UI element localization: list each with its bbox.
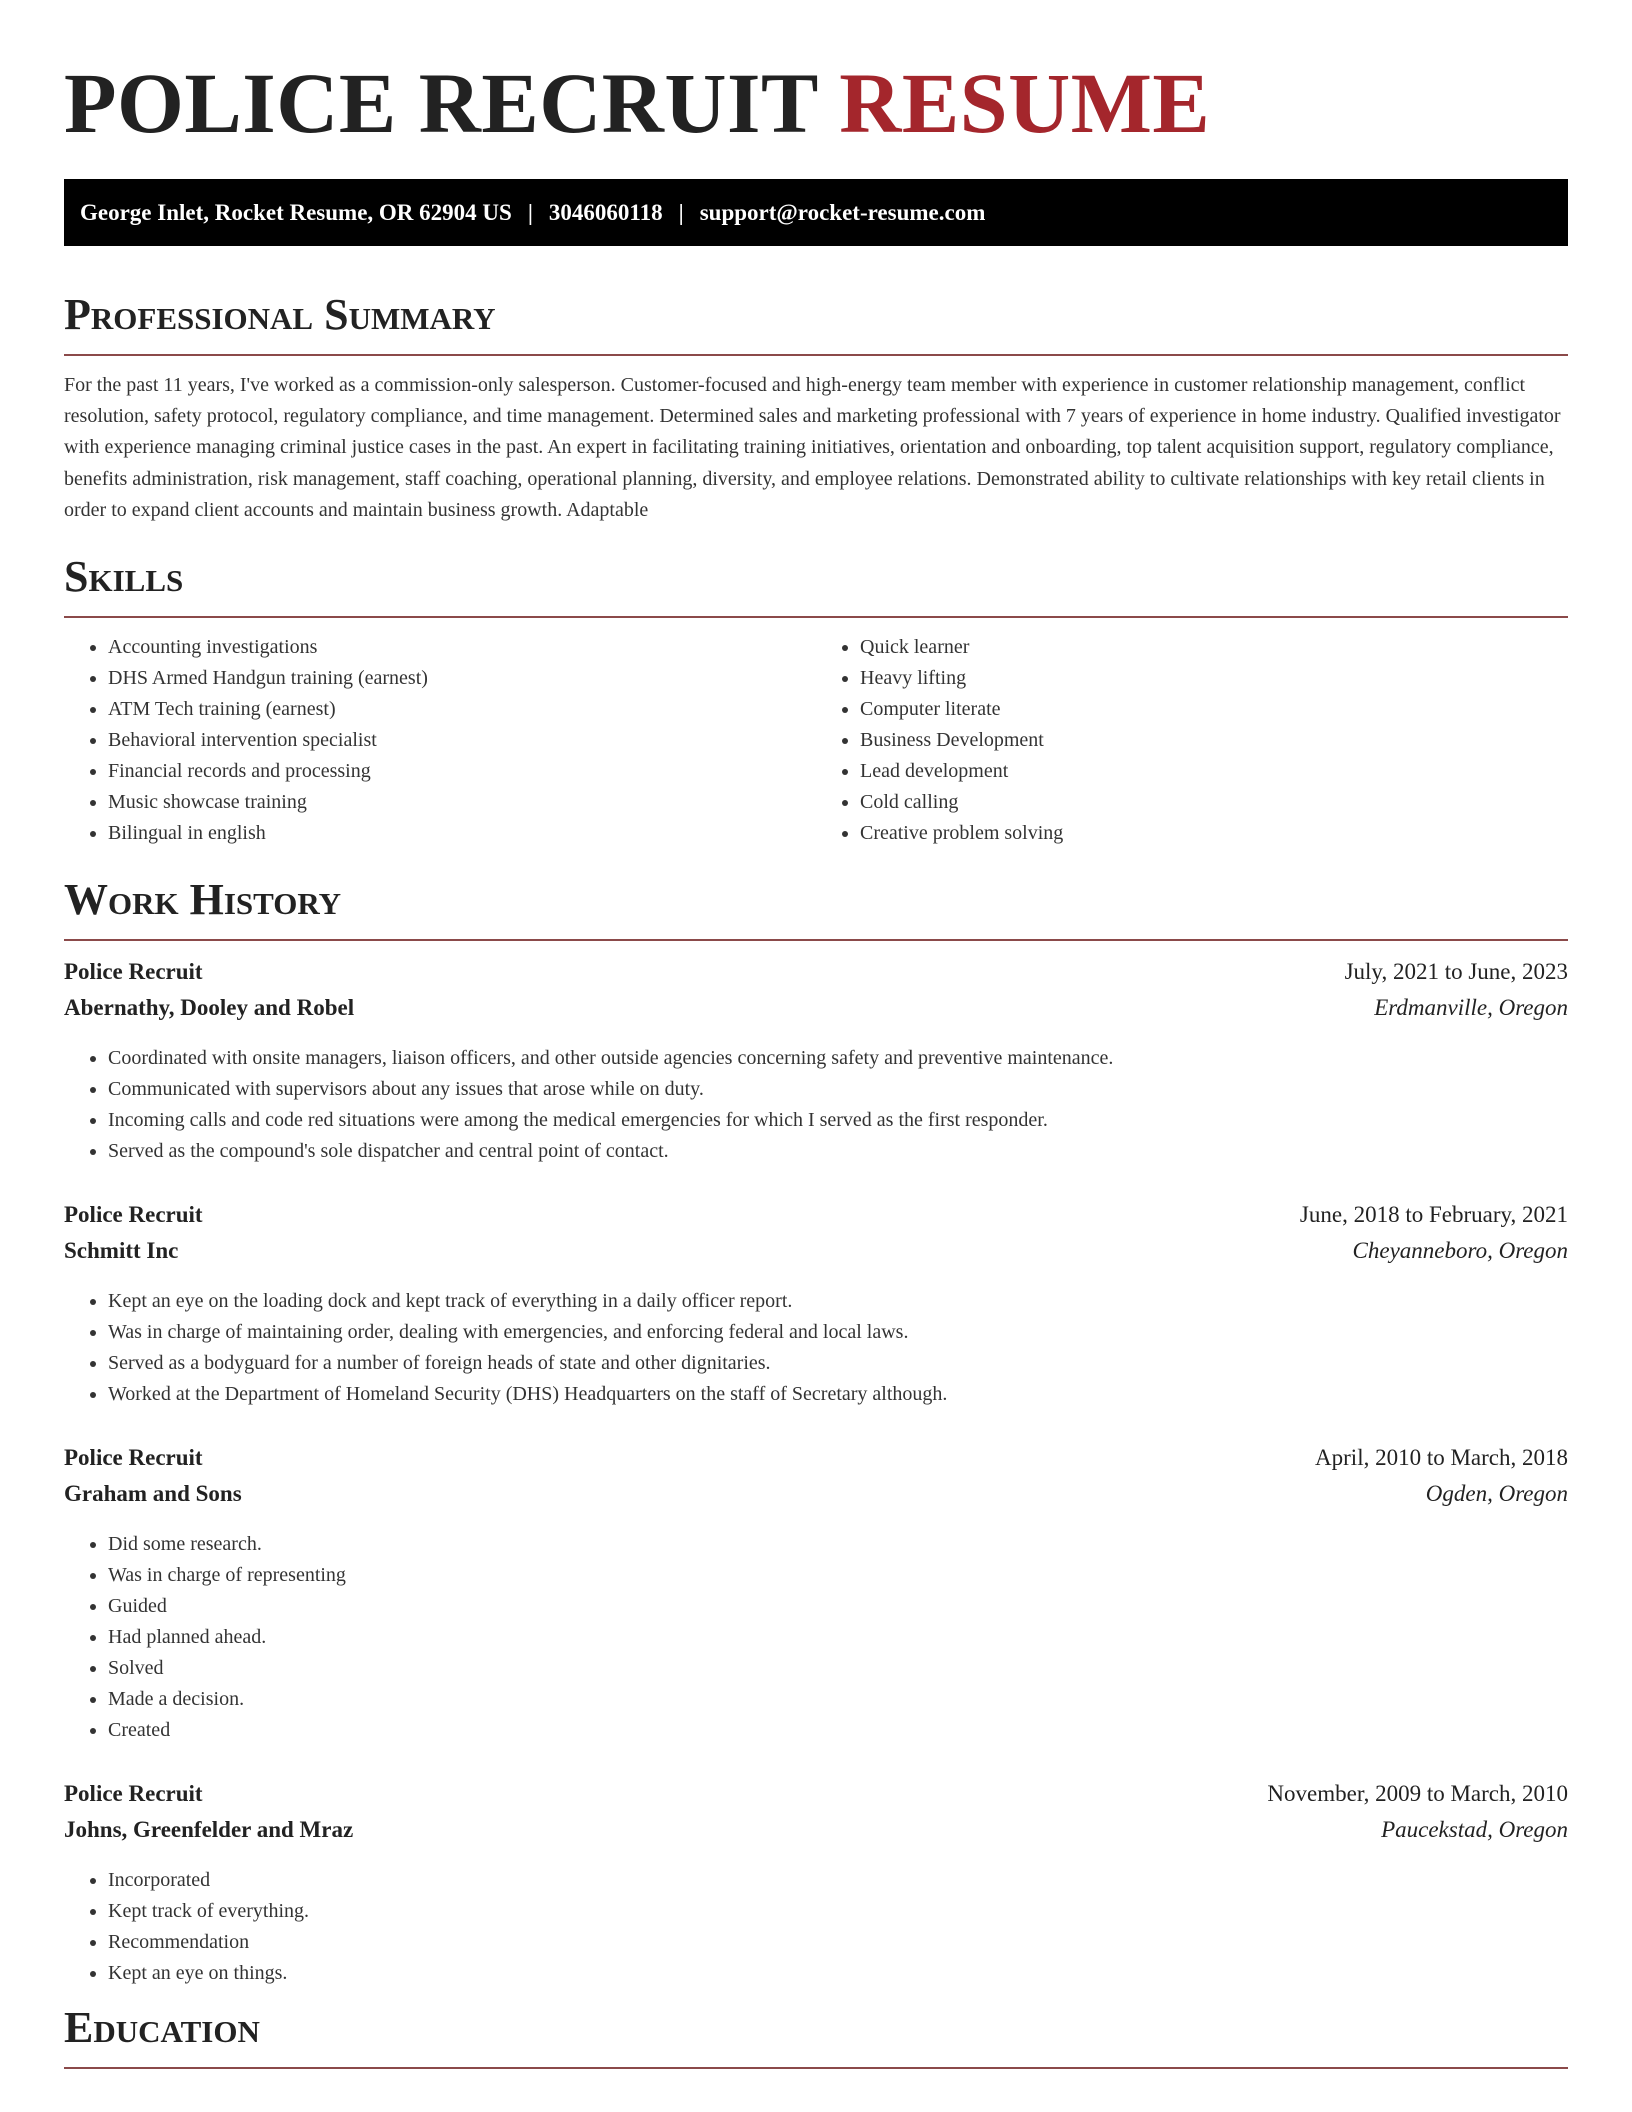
job-bullet: • Incoming calls and code red situations were among the medical emergencies for which I served as the first responder. bbox=[108, 1105, 1568, 1136]
job-dates: April, 2010 to March, 2018 bbox=[1315, 1445, 1568, 1471]
contact-email: support@rocket-resume.com bbox=[699, 199, 986, 225]
job-bullet: • Served as a bodyguard for a number of foreign heads of state and other dignitaries. bbox=[108, 1348, 1568, 1379]
job-location: Paucekstad, Oregon bbox=[1381, 1817, 1568, 1843]
job-bullet: • Kept an eye on the loading dock and kept track of everything in a daily officer report. bbox=[108, 1286, 1568, 1317]
title-role: POLICE RECRUIT bbox=[64, 55, 818, 151]
skill-item: • Heavy lifting bbox=[860, 663, 1568, 694]
skill-item: • Cold calling bbox=[860, 787, 1568, 818]
section-heading-summary: Professional Summary bbox=[64, 290, 1568, 356]
job-title: Police Recruit bbox=[64, 1202, 203, 1228]
skill-item: • Behavioral intervention specialist bbox=[108, 725, 816, 756]
skill-item: • DHS Armed Handgun training (earnest) bbox=[108, 663, 816, 694]
job-bullet: • Incorporated bbox=[108, 1865, 1568, 1896]
skill-item: • Quick learner bbox=[860, 632, 1568, 663]
skills-section bbox=[64, 552, 1568, 849]
job-bullets bbox=[64, 1529, 1568, 1746]
job-company-row bbox=[64, 995, 1568, 1031]
job-header-row bbox=[64, 1445, 1568, 1481]
job-bullets bbox=[64, 1043, 1568, 1167]
job-company: Johns, Greenfelder and Mraz bbox=[64, 1817, 354, 1843]
skill-item: • Business Development bbox=[860, 725, 1568, 756]
job-bullet: • Had planned ahead. bbox=[108, 1622, 1568, 1653]
job-header-row bbox=[64, 959, 1568, 995]
title-resume-word: RESUME bbox=[839, 55, 1211, 151]
job-bullet: • Worked at the Department of Homeland Security (DHS) Headquarters on the staff of Secretary although. bbox=[108, 1379, 1568, 1410]
job-company: Graham and Sons bbox=[64, 1481, 242, 1507]
job-bullet: • Was in charge of representing bbox=[108, 1560, 1568, 1591]
job-bullet: • Solved bbox=[108, 1653, 1568, 1684]
job-location: Ogden, Oregon bbox=[1425, 1481, 1568, 1507]
resume-title bbox=[64, 57, 1568, 149]
job-bullets bbox=[64, 1865, 1568, 1989]
job-location: Erdmanville, Oregon bbox=[1374, 995, 1568, 1021]
job-company-row bbox=[64, 1238, 1568, 1274]
job-header-row bbox=[64, 1202, 1568, 1238]
job-dates: July, 2021 to June, 2023 bbox=[1344, 959, 1568, 985]
skill-item: • Creative problem solving bbox=[860, 818, 1568, 849]
contact-address: George Inlet, Rocket Resume, OR 62904 US bbox=[80, 199, 512, 225]
contact-separator: | bbox=[527, 199, 533, 225]
skills-column-left bbox=[64, 632, 816, 849]
job-bullet: • Coordinated with onsite managers, liaison officers, and other outside agencies concerning safety and preventive maintenance. bbox=[108, 1043, 1568, 1074]
job-bullet: • Was in charge of maintaining order, dealing with emergencies, and enforcing federal and local laws. bbox=[108, 1317, 1568, 1348]
job-bullet: • Created bbox=[108, 1715, 1568, 1746]
section-heading-skills: Skills bbox=[64, 552, 1568, 618]
skill-item: • ATM Tech training (earnest) bbox=[108, 694, 816, 725]
contact-separator: | bbox=[678, 199, 684, 225]
job-header-row bbox=[64, 1781, 1568, 1817]
professional-summary-section bbox=[64, 290, 1568, 526]
skill-item: • Accounting investigations bbox=[108, 632, 816, 663]
skills-column-right bbox=[816, 632, 1568, 849]
section-heading-education: Education bbox=[64, 2003, 1568, 2069]
job-company: Schmitt Inc bbox=[64, 1238, 179, 1264]
job-dates: June, 2018 to February, 2021 bbox=[1299, 1202, 1568, 1228]
job-company-row bbox=[64, 1817, 1568, 1853]
skill-item: • Financial records and processing bbox=[108, 756, 816, 787]
job-bullet: • Communicated with supervisors about any issues that arose while on duty. bbox=[108, 1074, 1568, 1105]
job-bullet: • Guided bbox=[108, 1591, 1568, 1622]
job-bullet: • Did some research. bbox=[108, 1529, 1568, 1560]
work-history-section bbox=[64, 875, 1568, 1989]
job-bullet: • Kept an eye on things. bbox=[108, 1958, 1568, 1989]
skills-grid bbox=[64, 632, 1568, 849]
job-bullet: • Made a decision. bbox=[108, 1684, 1568, 1715]
job-title: Police Recruit bbox=[64, 1781, 203, 1807]
summary-text: For the past 11 years, I've worked as a commission-only salesperson. Customer-focused and high-energy team member with experience in customer relationship management, conflict resolution, safety protocol, regulatory compliance, and time management. Determined sales and marketing professional with 7 years of experience in home industry. Qualified investigator with experience managing criminal justice cases in the past. An expert in facilitating training initiatives, orientation and onboarding, top talent acquisition support, regulatory compliance, benefits administration, risk management, staff coaching, operational planning, diversity, and employee relations. Demonstrated ability to cultivate relationships with key retail clients in order to expand client accounts and maintain business growth. Adaptable bbox=[64, 374, 1561, 521]
skill-item: • Bilingual in english bbox=[108, 818, 816, 849]
job-entry bbox=[64, 959, 1568, 1167]
skill-item: • Computer literate bbox=[860, 694, 1568, 725]
job-bullet: • Kept track of everything. bbox=[108, 1896, 1568, 1927]
job-entry bbox=[64, 1445, 1568, 1746]
job-title: Police Recruit bbox=[64, 1445, 203, 1471]
contact-bar bbox=[64, 179, 1568, 246]
job-bullet: • Recommendation bbox=[108, 1927, 1568, 1958]
job-bullets bbox=[64, 1286, 1568, 1410]
education-section bbox=[64, 2003, 1568, 2069]
job-title: Police Recruit bbox=[64, 959, 203, 985]
job-company: Abernathy, Dooley and Robel bbox=[64, 995, 355, 1021]
skill-item: • Lead development bbox=[860, 756, 1568, 787]
job-dates: November, 2009 to March, 2010 bbox=[1267, 1781, 1568, 1807]
skill-item: • Music showcase training bbox=[108, 787, 816, 818]
job-company-row bbox=[64, 1481, 1568, 1517]
section-heading-work-history: Work History bbox=[64, 875, 1568, 941]
job-bullet: • Served as the compound's sole dispatcher and central point of contact. bbox=[108, 1136, 1568, 1167]
job-entry bbox=[64, 1781, 1568, 1989]
contact-phone: 3046060118 bbox=[548, 199, 663, 225]
job-entry bbox=[64, 1202, 1568, 1410]
job-location: Cheyanneboro, Oregon bbox=[1352, 1238, 1568, 1264]
